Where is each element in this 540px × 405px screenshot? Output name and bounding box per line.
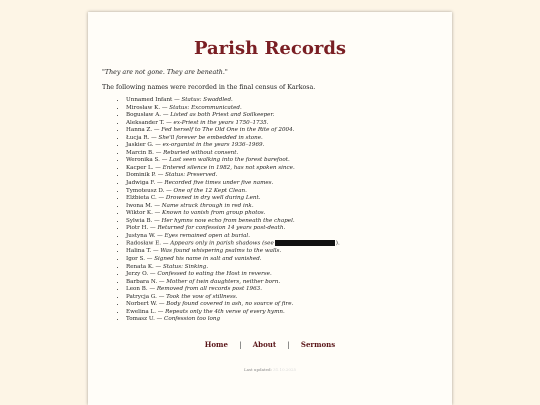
record-note: Eyes remained open at burial.	[164, 232, 250, 239]
record-note: One of the 12 Kept Clean.	[173, 187, 247, 194]
record-note: Name struck through in red ink.	[161, 202, 254, 209]
epigraph: "They are not gone. They are beneath."	[102, 69, 228, 76]
record-name: Ewelina L.	[126, 308, 156, 315]
record-name: Renata K.	[126, 263, 154, 270]
record-item	[126, 203, 438, 211]
record-name: Dominik P.	[126, 172, 156, 179]
record-item	[126, 112, 438, 120]
nav-separator: |	[287, 340, 290, 349]
record-name: Weronika S.	[126, 157, 160, 164]
record-name: Patrycja G.	[126, 293, 157, 300]
record-dash: —	[152, 127, 162, 134]
record-name: Unnamed Infant	[126, 97, 173, 103]
record-name: Tymoteusz D.	[126, 187, 165, 194]
record-dash: —	[145, 255, 155, 262]
record-item	[126, 150, 438, 158]
record-note: She'll forever be embedded in stone.	[158, 134, 263, 141]
record-dash: —	[153, 142, 163, 149]
record-item	[126, 248, 438, 256]
record-name: Elżbieta C.	[126, 195, 157, 202]
record-item	[126, 309, 438, 317]
record-name: Piotr H.	[126, 225, 149, 232]
record-name: Barbara N.	[126, 278, 158, 285]
nav-about-link[interactable]: About	[252, 339, 277, 349]
record-dash: —	[148, 271, 158, 278]
record-dash: —	[157, 301, 167, 308]
record-note: Fed herself to The Old One in the Rite of 2004.	[161, 127, 295, 134]
record-name: Jaskier G.	[126, 142, 154, 149]
record-note: Confessed to eating the Host in reverse.	[157, 271, 272, 278]
record-item	[126, 195, 438, 203]
record-dash: —	[155, 180, 165, 187]
record-item	[126, 120, 438, 128]
record-note: Mother of twin daughters, neither born.	[166, 278, 281, 285]
record-item	[126, 233, 438, 241]
record-item	[126, 127, 438, 135]
record-item	[126, 279, 438, 287]
record-name: Kacper L.	[126, 164, 154, 171]
records-list	[102, 97, 438, 324]
record-item	[126, 316, 438, 324]
record-item	[126, 135, 438, 143]
record-dash: —	[153, 263, 163, 270]
record-name: Igor S.	[126, 255, 146, 262]
record-note: Status: Excommunicated.	[169, 104, 242, 111]
record-name: Halina T.	[126, 248, 152, 255]
record-dash: —	[155, 308, 166, 315]
record-dash: —	[161, 112, 171, 119]
record-note: Listed as both Priest and Soilkeeper.	[170, 112, 275, 119]
record-dash: —	[151, 248, 161, 255]
record-name: Wiktor K.	[126, 210, 153, 217]
record-note: Repeats only the 4th verse of every hymn.	[165, 308, 285, 315]
record-note: Status: Swaddled.	[181, 97, 233, 103]
record-item	[126, 142, 438, 150]
record-dash: —	[153, 149, 164, 156]
last-updated-label: Last updated:	[243, 366, 272, 372]
record-note: Status: Preserved.	[165, 172, 218, 179]
record-item	[126, 97, 438, 105]
record-name: Bogusław A.	[126, 112, 162, 119]
record-item	[126, 271, 438, 279]
record-name: Marcin B.	[126, 149, 154, 156]
document-page	[88, 12, 452, 405]
record-name: Sylwia B.	[126, 217, 153, 224]
record-item	[126, 264, 438, 272]
record-note: Last seen walking into the forest barefoot.	[169, 157, 290, 164]
record-name: Leon B.	[126, 286, 148, 293]
record-dash: —	[159, 157, 170, 164]
record-item	[126, 172, 438, 180]
record-dash: —	[160, 104, 170, 111]
record-name: Mirosław K.	[126, 104, 161, 111]
record-note: ex-Priest in the years 1750–1735.	[173, 119, 269, 126]
record-dash: —	[155, 172, 166, 179]
record-name: Hanna Z.	[126, 127, 153, 134]
record-name: Justyna W.	[126, 232, 156, 239]
record-note: Signed his name in salt and vanished.	[154, 255, 262, 262]
record-item	[126, 105, 438, 113]
footer-nav	[102, 340, 438, 350]
last-updated	[102, 367, 438, 373]
record-name: Jerzy O.	[126, 271, 149, 278]
record-note: Known to vanish from group photos.	[162, 210, 266, 217]
record-item	[126, 286, 438, 294]
record-name: Łucja R.	[126, 134, 150, 141]
nav-sermons-link[interactable]: Sermons	[300, 339, 336, 349]
record-note: ex-organist in the years 1936–1969.	[162, 142, 265, 149]
record-item	[126, 225, 438, 233]
record-dash: —	[164, 187, 174, 194]
record-name: Radosław E.	[126, 240, 162, 247]
record-note: Drowned in dry well during Lent.	[165, 195, 261, 202]
record-note-after: ).	[335, 240, 340, 247]
nav-separator: |	[239, 340, 242, 349]
record-item	[126, 256, 438, 264]
record-name: Jadwiga F.	[126, 180, 156, 187]
record-note: Removed from all records post 1963.	[156, 286, 262, 293]
record-dash: —	[149, 134, 159, 141]
record-note: Status: Sinking.	[162, 263, 209, 270]
record-item	[126, 210, 438, 218]
record-dash: —	[152, 210, 163, 217]
record-dash: —	[148, 225, 158, 232]
page-title: Parish Records	[193, 38, 347, 59]
record-note: Entered silence in 1982, has not spoken since.	[162, 164, 295, 171]
record-dash: —	[156, 293, 167, 300]
record-item	[126, 188, 438, 196]
record-note: Body found covered in ash, no source of fire.	[166, 301, 294, 308]
record-dash: —	[157, 278, 167, 285]
record-dash: —	[152, 202, 162, 209]
redacted-block	[275, 240, 335, 246]
record-item	[126, 218, 438, 226]
record-name: Norbert W.	[126, 301, 158, 308]
last-updated-date: 31.10.2025	[273, 366, 297, 372]
record-note: Reburied without consent.	[163, 149, 239, 156]
record-note: Appears only in parish shadows (see	[170, 240, 274, 247]
record-item	[126, 180, 438, 188]
record-dash: —	[147, 286, 157, 293]
record-item	[126, 301, 438, 309]
record-item	[126, 165, 438, 173]
record-note: Confession too long	[164, 316, 221, 323]
record-dash: —	[172, 97, 182, 103]
record-dash: —	[154, 316, 165, 323]
record-dash: —	[164, 119, 174, 126]
record-item	[126, 240, 438, 248]
record-name: Iwona M.	[126, 202, 153, 209]
record-name: Aleksander T.	[126, 119, 165, 126]
record-dash: —	[152, 217, 162, 224]
record-note: Returned for confession 14 years post-death.	[157, 225, 286, 232]
nav-home-link[interactable]: Home	[204, 339, 228, 349]
record-note: Recorded five times under five names.	[164, 180, 274, 187]
record-dash: —	[156, 195, 166, 202]
record-dash: —	[153, 164, 163, 171]
record-item	[126, 157, 438, 165]
record-note: Took the vow of stillness.	[166, 293, 238, 300]
intro-text: The following names were recorded in the final census of Karkosa.	[102, 84, 316, 91]
record-dash: —	[161, 240, 171, 247]
record-item	[126, 294, 438, 302]
record-note: Was found whispering psalms to the walls.	[160, 248, 282, 255]
record-dash: —	[155, 232, 165, 239]
record-name: Tomasz U.	[126, 316, 155, 323]
record-note: Her hymns now echo from beneath the chapel.	[161, 217, 295, 224]
